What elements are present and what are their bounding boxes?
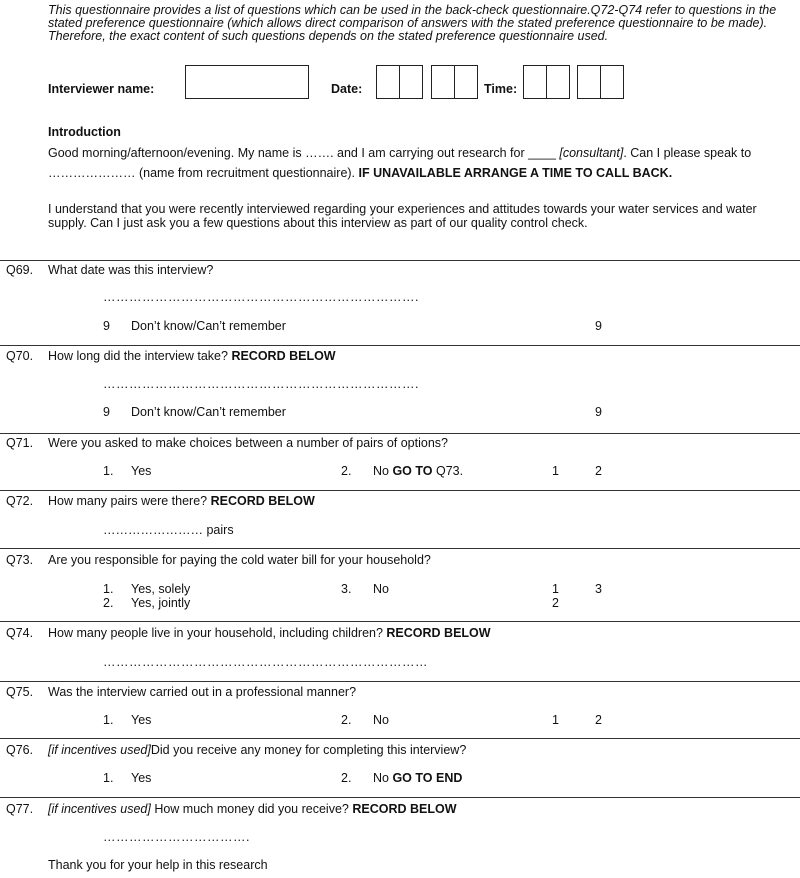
time-hours-field[interactable]: [523, 65, 570, 99]
closing-text: Thank you for your help in this research: [48, 858, 268, 872]
date-label: Date:: [331, 82, 363, 96]
q70-dk-code: 9: [103, 405, 110, 419]
q73-opt3-label: No: [373, 582, 389, 596]
q74-answer-line[interactable]: …………………………………………………………………: [103, 655, 428, 669]
divider: [0, 797, 800, 798]
q74-number: Q74.: [6, 626, 34, 640]
introduction-line-1: Good morning/afternoon/evening. My name is ……. and I am carrying out research for ____ [consultant]. Can I please speak to: [48, 146, 752, 160]
q73-text: Are you responsible for paying the cold water bill for your household?: [48, 553, 431, 567]
q73-opt1-label: Yes, solely: [131, 582, 191, 596]
q76-opt1-number: 1.: [103, 771, 114, 785]
q75-text: Was the interview carried out in a professional manner?: [48, 685, 357, 699]
q72-answer-line[interactable]: …………………… pairs: [103, 523, 234, 537]
q75-opt2-number: 2.: [341, 713, 352, 727]
q71-number: Q71.: [6, 436, 34, 450]
q76-text: [if incentives used]Did you receive any money for completing this interview?: [48, 743, 467, 757]
q71-code-no[interactable]: 2: [595, 464, 602, 478]
interviewer-name-field[interactable]: [185, 65, 309, 99]
q73-opt3-number: 3.: [341, 582, 352, 596]
time-minutes-field[interactable]: [577, 65, 624, 99]
q75-code-no[interactable]: 2: [595, 713, 602, 727]
q73-opt1-number: 1.: [103, 582, 114, 596]
q73-opt2-label: Yes, jointly: [131, 596, 191, 610]
q75-opt1-number: 1.: [103, 713, 114, 727]
q70-number: Q70.: [6, 349, 34, 363]
date-month-field[interactable]: [431, 65, 478, 99]
q71-opt2-number: 2.: [341, 464, 352, 478]
q71-text: Were you asked to make choices between a number of pairs of options?: [48, 436, 448, 450]
q73-code-jointly[interactable]: 2: [552, 596, 559, 610]
q76-opt1-label: Yes: [131, 771, 152, 785]
q73-code-solely[interactable]: 1: [552, 582, 559, 596]
q69-dk-label: Don’t know/Can’t remember: [131, 319, 286, 333]
time-label: Time:: [484, 82, 518, 96]
date-day-field[interactable]: [376, 65, 423, 99]
q77-number: Q77.: [6, 802, 34, 816]
introduction-line-2: ………………… (name from recruitment questionnaire). IF UNAVAILABLE ARRANGE A TIME TO CALL BACK.: [48, 166, 673, 180]
interviewer-name-label: Interviewer name:: [48, 82, 155, 96]
divider: [0, 681, 800, 682]
q72-text: How many pairs were there? RECORD BELOW: [48, 494, 315, 508]
divider: [0, 345, 800, 346]
q76-number: Q76.: [6, 743, 34, 757]
q72-number: Q72.: [6, 494, 34, 508]
q75-code-yes[interactable]: 1: [552, 713, 559, 727]
divider: [0, 433, 800, 434]
q71-code-yes[interactable]: 1: [552, 464, 559, 478]
q77-answer-line[interactable]: …………………………….: [103, 830, 250, 844]
divider: [0, 621, 800, 622]
q76-opt2-number: 2.: [341, 771, 352, 785]
q71-opt2-label: No GO TO Q73.: [373, 464, 464, 478]
q70-answer-line[interactable]: ……………………………………………………………….: [103, 377, 419, 391]
questionnaire-note: This questionnaire provides a list of questions which can be used in the back-check questionnaire.Q72-Q74 refer to questions in the stated preference questionnaire (which allows direct comparison of answers with the stated preference questionnaire to be made). Therefore, the exact content of such questions depends on the stated preference questionnaire used.: [48, 3, 777, 43]
q70-text: How long did the interview take? RECORD BELOW: [48, 349, 336, 363]
introduction-paragraph: I understand that you were recently interviewed regarding your experiences and attitudes towards your water services and water supply. Can I just ask you a few questions about this interview as part of our quality control check.: [48, 202, 757, 230]
divider: [0, 548, 800, 549]
divider: [0, 738, 800, 739]
q73-code-no[interactable]: 3: [595, 582, 602, 596]
q69-text: What date was this interview?: [48, 263, 214, 277]
introduction-heading: Introduction: [48, 125, 121, 139]
q69-number: Q69.: [6, 263, 34, 277]
divider: [0, 490, 800, 491]
q75-opt2-label: No: [373, 713, 389, 727]
q76-opt2-label: No GO TO END: [373, 771, 463, 785]
q69-answer-line[interactable]: ……………………………………………………………….: [103, 290, 419, 304]
q71-opt1-label: Yes: [131, 464, 152, 478]
q75-opt1-label: Yes: [131, 713, 152, 727]
divider: [0, 260, 800, 261]
q75-number: Q75.: [6, 685, 34, 699]
q73-opt2-number: 2.: [103, 596, 114, 610]
q69-dk-code: 9: [103, 319, 110, 333]
q71-opt1-number: 1.: [103, 464, 114, 478]
q77-text: [if incentives used] How much money did you receive? RECORD BELOW: [48, 802, 457, 816]
q69-dk-col[interactable]: 9: [595, 319, 602, 333]
q73-number: Q73.: [6, 553, 34, 567]
q70-dk-label: Don’t know/Can’t remember: [131, 405, 286, 419]
q74-text: How many people live in your household, including children? RECORD BELOW: [48, 626, 491, 640]
q70-dk-col[interactable]: 9: [595, 405, 602, 419]
